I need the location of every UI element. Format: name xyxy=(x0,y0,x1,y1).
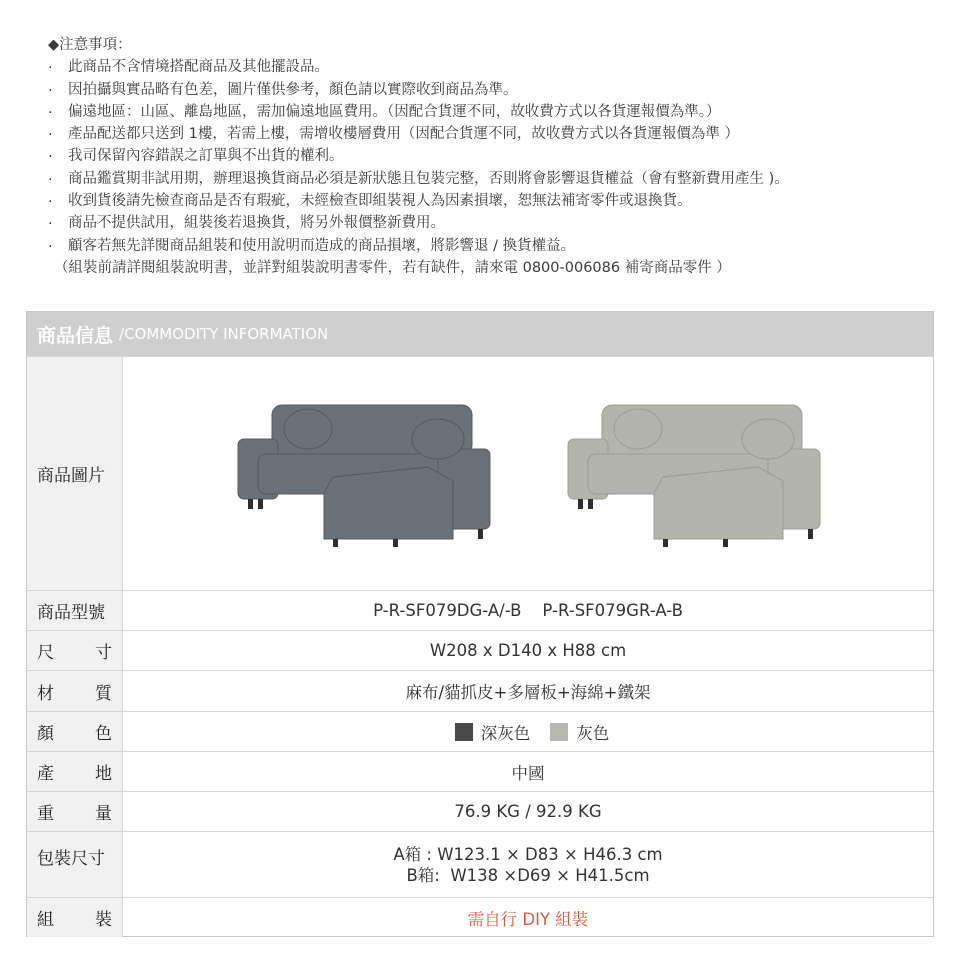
note-item: . 此商品不含情境搭配商品及其他擺設品。 xyxy=(48,56,928,78)
row-origin xyxy=(27,751,933,791)
note-item: . 產品配送都只送到 1樓，若需上樓，需增收樓層費用（因配合貨運不同，故收費方式以各貨運報價為準 ） xyxy=(48,123,928,145)
size-label-b: 寸 xyxy=(95,643,112,663)
note-item: . 偏遠地區：山區、離島地區，需加偏遠地區費用。（因配合貨運不同，故收費方式以各貨運報價為準。） xyxy=(48,101,928,123)
size-value: W208 x D140 x H88 cm xyxy=(429,641,627,660)
model-label: 商品型號 xyxy=(27,591,123,630)
color-label-a: 顏 xyxy=(37,724,54,744)
sofa-dark-image xyxy=(228,399,498,549)
sofa-gray-image xyxy=(558,399,828,549)
note-item: . 我司保留內容錯誤之訂單與不出貨的權利。 xyxy=(48,145,928,167)
row-weight xyxy=(27,791,933,831)
material-value: 麻布/貓抓皮+多層板+海綿+鐵架 xyxy=(405,683,651,702)
notes-section xyxy=(48,34,928,279)
origin-label-b: 地 xyxy=(95,764,112,784)
color-label xyxy=(27,712,123,751)
package-a: A箱 : W123.1 × D83 × H46.3 cm xyxy=(393,844,663,864)
weight-label xyxy=(27,792,123,831)
spec-table xyxy=(26,311,934,937)
spec-header-subtitle: /COMMODITY INFORMATION xyxy=(119,325,329,343)
gray-swatch xyxy=(550,723,568,741)
color-dark-label: 深灰色 xyxy=(480,723,531,743)
size-label xyxy=(27,631,123,670)
size-label-a: 尺 xyxy=(37,643,54,663)
spec-header xyxy=(27,312,933,356)
note-item: . 因拍攝與實品略有色差，圖片僅供參考，顏色請以實際收到商品為準。 xyxy=(48,79,928,101)
material-label xyxy=(27,671,123,711)
assembly-label-b: 裝 xyxy=(95,910,112,930)
note-item: . 商品不提供試用，組裝後若退換貨，將另外報價整新費用。 xyxy=(48,212,928,234)
note-item: . 收到貨後請先檢查商品是否有瑕疵，未經檢查即組裝視人為因素損壞，恕無法補寄零件或退換貨。 xyxy=(48,190,928,212)
note-item: . 顧客若無先詳閱商品組裝和使用說明而造成的商品損壞，將影響退 / 換貨權益。 xyxy=(48,235,928,257)
note-item: . 商品鑑賞期非試用期，辦理退換貨商品必須是新狀態且包裝完整，否則將會影響退貨權益（會有整新費用產生 )。 xyxy=(48,168,928,190)
row-image xyxy=(27,356,933,590)
notes-footer: （組裝前請詳閱組裝說明書，並詳對組裝說明書零件，若有缺件，請來電 0800-006086 補寄商品零件 ） xyxy=(54,259,731,276)
color-gray-label: 灰色 xyxy=(576,723,610,743)
material-label-a: 材 xyxy=(37,683,54,704)
weight-value: 76.9 KG / 92.9 KG xyxy=(454,802,602,821)
assembly-label xyxy=(27,898,123,937)
row-package xyxy=(27,831,933,897)
material-label-b: 質 xyxy=(95,683,112,704)
row-size xyxy=(27,630,933,670)
spec-header-title: 商品信息 xyxy=(37,324,114,347)
package-value xyxy=(123,832,933,897)
package-label: 包裝尺寸 xyxy=(27,832,123,897)
row-color xyxy=(27,711,933,751)
color-value xyxy=(123,712,933,751)
row-model xyxy=(27,590,933,630)
dark-gray-swatch xyxy=(455,723,473,741)
weight-label-a: 重 xyxy=(37,804,54,824)
model-value: P-R-SF079DG-A/-B P-R-SF079GR-A-B xyxy=(373,601,683,620)
origin-label-a: 產 xyxy=(37,764,54,784)
weight-label-b: 量 xyxy=(95,804,112,824)
product-images xyxy=(123,357,933,590)
image-label: 商品圖片 xyxy=(27,357,123,590)
assembly-value: 需自行 DIY 組裝 xyxy=(467,909,589,929)
color-label-b: 色 xyxy=(95,724,112,744)
origin-label xyxy=(27,752,123,791)
package-b: B箱: W138 ×D69 × H41.5cm xyxy=(406,865,650,885)
notes-title: ◆注意事項： xyxy=(48,37,132,53)
assembly-label-a: 組 xyxy=(37,910,54,930)
row-assembly xyxy=(27,897,933,937)
row-material xyxy=(27,670,933,711)
origin-value: 中國 xyxy=(511,763,545,783)
